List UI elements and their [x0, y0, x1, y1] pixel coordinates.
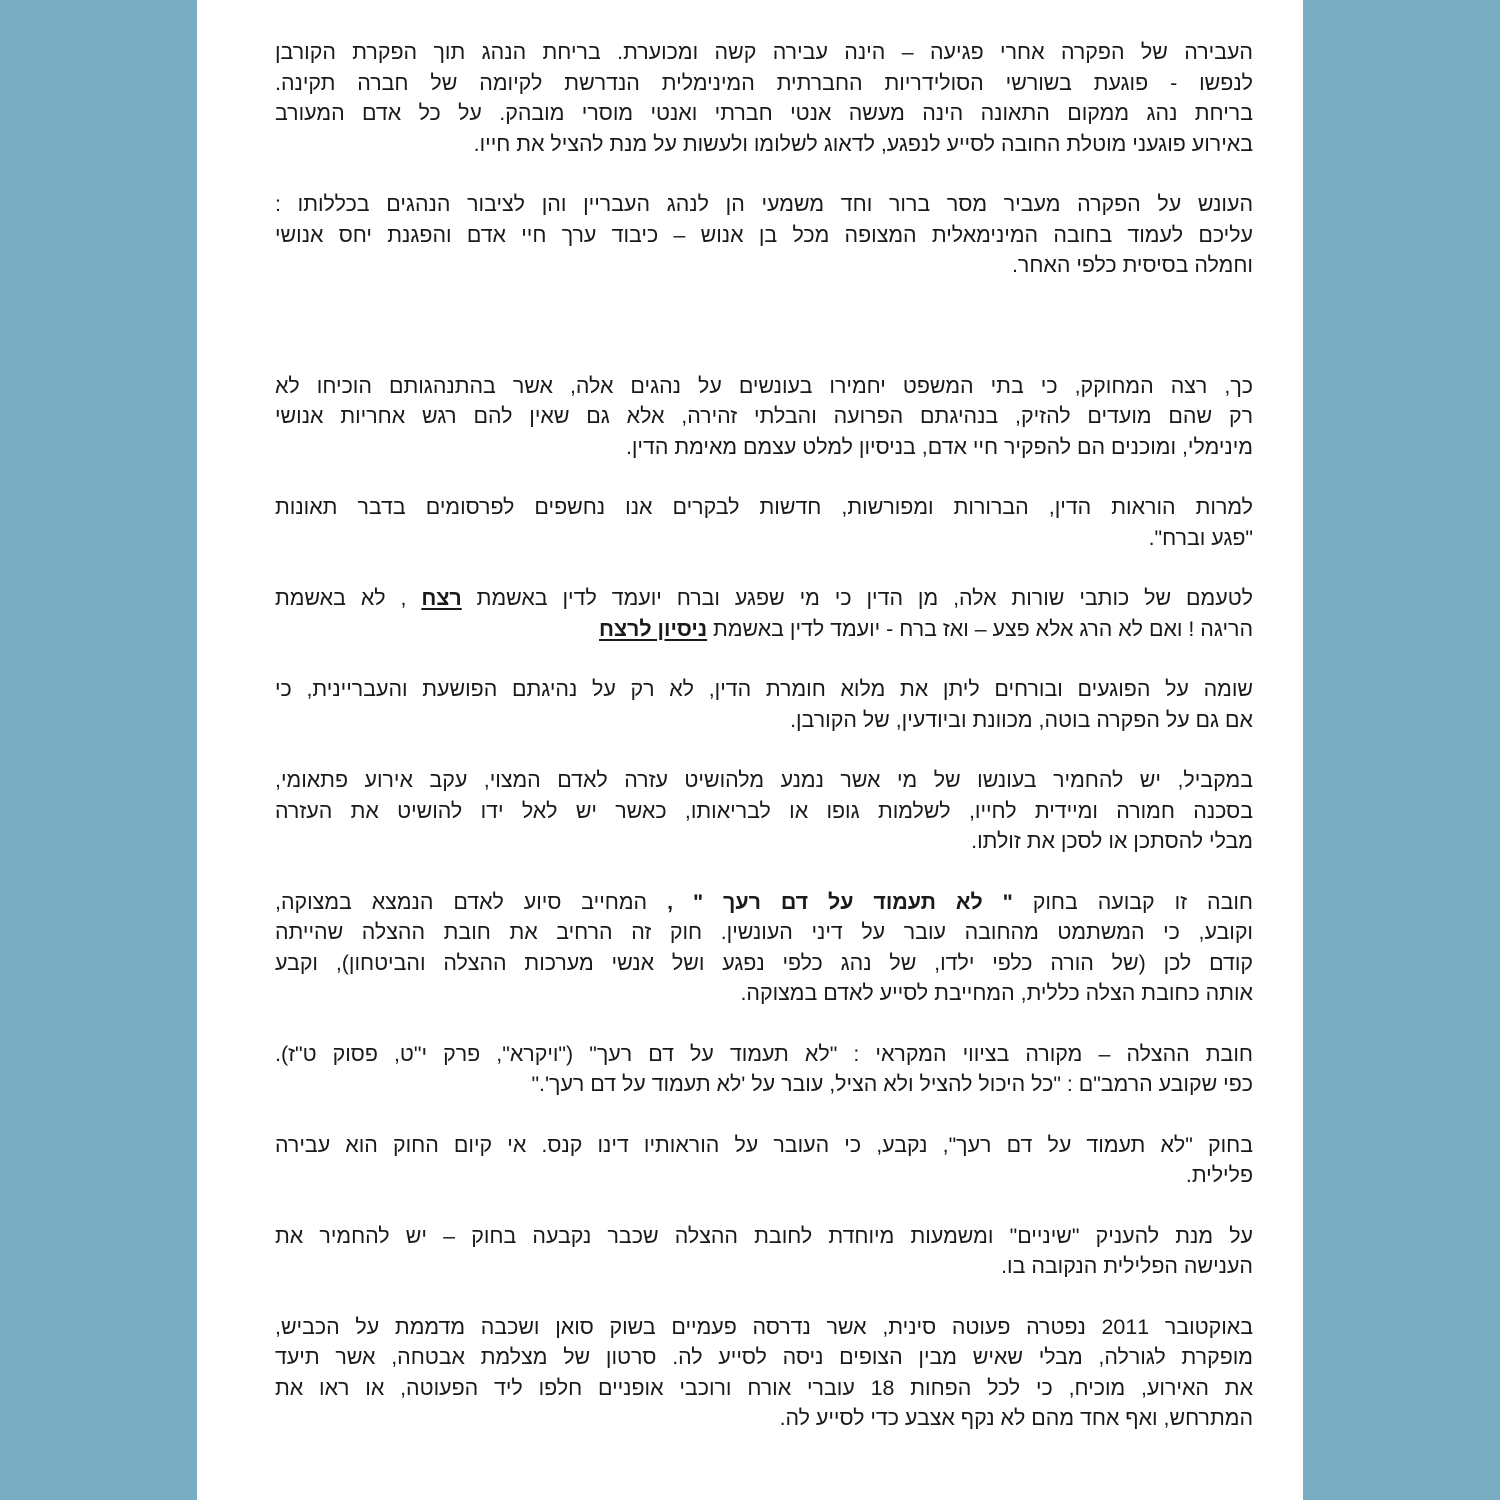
text-line: שומה על הפוגעים ובורחים ליתן את מלוא חומרת הדין, לא רק על נהיגתם הפושעת והעבריינית, כי	[275, 677, 1253, 701]
law-title: " לא תעמוד על דם רעך " ,	[667, 889, 1013, 914]
text-line: בריחת נהג ממקום התאונה הינה מעשה אנטי חברתי ואנטי מוסרי מובהק. על כל אדם המעורב	[275, 101, 1253, 125]
text-line: באירוע פוגעני מוטלת החובה לסייע לנפגע, לדאוג לשלומו ולעשות על מנת להציל את חייו.	[473, 131, 1253, 156]
text-line: כפי שקובע הרמב"ם : "כל היכול להציל ולא הציל, עובר על 'לא תעמוד על דם רעך'."	[531, 1072, 1253, 1096]
text-line: את האירוע, מוכיח, כי לכל הפחות 18 עוברי אורח ורוכבי אופניים חלפו ליד הפעוטה, או ראו את	[275, 1375, 1253, 1400]
text-line: "פגע וברח".	[1148, 525, 1253, 550]
text-line	[275, 614, 1253, 645]
text-run: לטעמם של כותבי שורות אלה, מן הדין כי מי שפגע וברח יועמד לדין באשמת	[461, 586, 1253, 610]
paragraph-11	[275, 1221, 1253, 1282]
paragraph-3	[275, 371, 1253, 463]
text-line: מופקרת לגורלה, מבלי שאיש מבין הצופים ניסה לסייע לה. סרטון של מצלמת אבטחה, אשר תיעד	[275, 1345, 1253, 1369]
text-line: וקובע, כי המשתמט מהחובה עובר על דיני העונשין. חוק זה הרחיב את חובת ההצלה שהייתה	[275, 920, 1253, 944]
text-line: כך, רצה המחוקק, כי בתי המשפט יחמירו בעונשים על נהגים אלה, אשר בהתנהגותם הוכיחו לא	[275, 373, 1253, 398]
text-line	[275, 887, 1253, 918]
paragraph-5	[275, 583, 1253, 644]
text-line: לנפשו - פוגעת בשורשי הסולידריות החברתית המינימלית הנדרשת לקיומה של חברה תקינה.	[275, 70, 1253, 95]
text-line: במקביל, יש להחמיר בעונשו של מי אשר נמנע מלהושיט עזרה לאדם המצוי, עקב אירוע פתאומי,	[275, 768, 1253, 792]
text-line: העונש על הפקרה מעביר מסר ברור וחד משמעי הן לנהג העבריין והן לציבור הנהגים בכללותו :	[275, 192, 1253, 216]
paragraph-4	[275, 492, 1253, 553]
text-line: באוקטובר 2011 נפטרה פעוטה סינית, אשר נדרסה פעמיים בשוק סואן ושכבה מדממת על הכביש,	[275, 1314, 1253, 1339]
paragraph-2	[275, 189, 1253, 281]
paragraph-8	[275, 887, 1253, 1009]
text-line: רק שהם מועדים להזיק, בנהיגתם הפרועה והבלתי זהירה, אלא גם שאין להם רגש אחריות אנושי	[275, 404, 1253, 428]
text-line: למרות הוראות הדין, הברורות ומפורשות, חדשות לבקרים אנו נחשפים לפרסומים בדבר תאונות	[275, 495, 1253, 519]
text-line: אם גם על הפקרה בוטה, מכוונת וביודעין, של הקורבן.	[790, 707, 1253, 732]
text-line: פלילית.	[1185, 1163, 1253, 1187]
text-run: , לא באשמת	[275, 586, 422, 610]
text-line: בחוק "לא תעמוד על דם רעך", נקבע, כי העובר על הוראותיו דינו קנס. אי קיום החוק הוא עבירה	[275, 1132, 1253, 1157]
text-line: חובת ההצלה – מקורה בציווי המקראי : "לא תעמוד על דם רעך" ("ויקרא", פרק י"ט, פסוק ט"ז).	[275, 1041, 1253, 1066]
text-line: הענישה הפלילית הנקובה בו.	[1001, 1254, 1253, 1278]
document-body	[275, 37, 1253, 1434]
text-line: העבירה של הפקרה אחרי פגיעה – הינה עבירה קשה ומכוערת. בריחת הנהג תוך הפקרת הקורבן	[275, 40, 1253, 64]
text-run: המחייב סיוע לאדם הנמצא במצוקה,	[275, 889, 668, 914]
text-line: מבלי להסתכן או לסכן את זולתו.	[971, 829, 1253, 853]
text-line: המתרחש, ואף אחד מהם לא נקף אצבע כדי לסייע לה.	[779, 1406, 1253, 1430]
text-run: חובה זו קבועה בחוק	[1012, 889, 1254, 914]
emphasized-term-murder: רצח	[421, 586, 462, 610]
paragraph-1	[275, 37, 1253, 159]
paragraph-6	[275, 674, 1253, 735]
text-line: אותה כחובת הצלה כללית, המחייבת לסייע לאדם במצוקה.	[740, 981, 1253, 1005]
paragraph-9	[275, 1039, 1253, 1100]
paragraph-10	[275, 1130, 1253, 1191]
text-line: עליכם לעמוד בחובה המינימאלית המצופה מכל בן אנוש – כיבוד ערך חיי אדם והפגנת יחס אנושי	[275, 222, 1253, 247]
text-line: קודם לכן (של הורה כלפי ילדו, של נהג כלפי נפגע ושל אנשי מערכות ההצלה והביטחון), וקבע	[275, 950, 1253, 975]
text-line: על מנת להעניק "שיניים" ומשמעות מיוחדת לחובת ההצלה שכבר נקבעה בחוק – יש להחמיר את	[275, 1223, 1253, 1248]
text-run: הריגה ! ואם לא הרג אלא פצע – ואז ברח - יועמד לדין באשמת	[707, 616, 1253, 641]
text-line: בסכנה חמורה ומיידית לחייו, לשלמות גופו או לבריאותו, כאשר יש לאל ידו להושיט את העזרה	[275, 798, 1253, 823]
text-line	[275, 583, 1253, 614]
text-line: וחמלה בסיסית כלפי האחר.	[1011, 253, 1253, 277]
text-line: מינימלי, ומוכנים הם להפקיר חיי אדם, בניסיון למלט עצמם מאימת הדין.	[625, 434, 1253, 459]
document-page	[197, 0, 1303, 1500]
paragraph-12	[275, 1312, 1253, 1434]
paragraph-7	[275, 765, 1253, 857]
emphasized-term-attempted-murder: ניסיון לרצח	[599, 616, 708, 641]
